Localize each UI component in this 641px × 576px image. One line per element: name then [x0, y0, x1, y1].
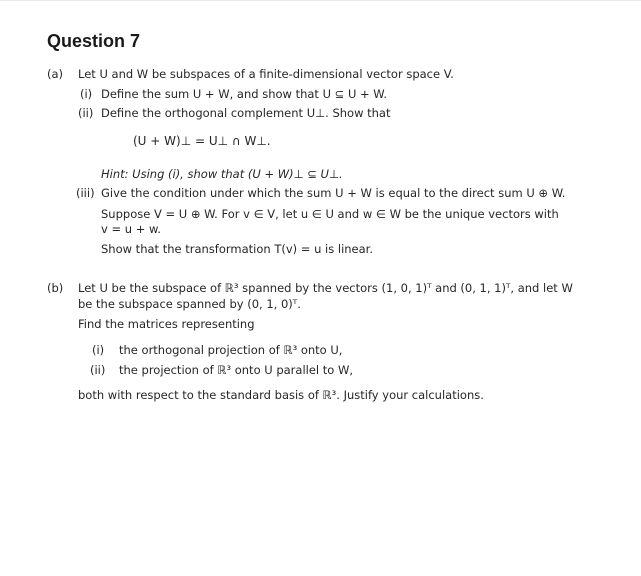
part-a-ii-label: (ii): [78, 106, 94, 120]
part-a-label: (a): [47, 67, 64, 81]
top-divider: [0, 0, 641, 1]
show-linear-text: Show that the transformation T(v) = u is linear.: [101, 242, 373, 256]
question-title: Question 7: [47, 31, 141, 51]
orthogonal-complement-equation: (U + W)⊥ = U⊥ ∩ W⊥.: [133, 134, 271, 148]
part-a-ii-text: Define the orthogonal complement U⊥. Show that: [101, 106, 391, 120]
part-b-line-1: Let U be the subspace of ℝ³ spanned by the vectors (1, 0, 1)ᵀ and (0, 1, 1)ᵀ, and let W: [78, 281, 573, 295]
part-b-label: (b): [47, 281, 64, 295]
suppose-line-1: Suppose V = U ⊕ W. For v ∈ V, let u ∈ U and w ∈ W be the unique vectors with: [101, 207, 559, 221]
part-a-iii-label: (iii): [76, 186, 95, 200]
part-b-i-text: the orthogonal projection of ℝ³ onto U,: [119, 343, 343, 357]
hint-text: Hint: Using (i), show that (U + W)⊥ ⊆ U⊥.: [101, 167, 343, 181]
find-matrices-text: Find the matrices representing: [78, 317, 255, 331]
part-b-line-2: be the subspace spanned by (0, 1, 0)ᵀ.: [78, 297, 301, 311]
part-a-iii-text: Give the condition under which the sum U + W is equal to the direct sum U ⊕ W.: [101, 186, 566, 200]
part-b-ii-text: the projection of ℝ³ onto U parallel to W,: [119, 363, 353, 377]
closing-text: both with respect to the standard basis of ℝ³. Justify your calculations.: [78, 388, 484, 402]
part-a-i-label: (i): [80, 87, 93, 101]
suppose-line-2: v = u + w.: [101, 222, 161, 236]
part-a-intro: Let U and W be subspaces of a finite-dimensional vector space V.: [78, 67, 454, 81]
part-b-i-label: (i): [92, 343, 105, 357]
part-a-i-text: Define the sum U + W, and show that U ⊆ U + W.: [101, 87, 388, 101]
part-b-ii-label: (ii): [90, 363, 106, 377]
